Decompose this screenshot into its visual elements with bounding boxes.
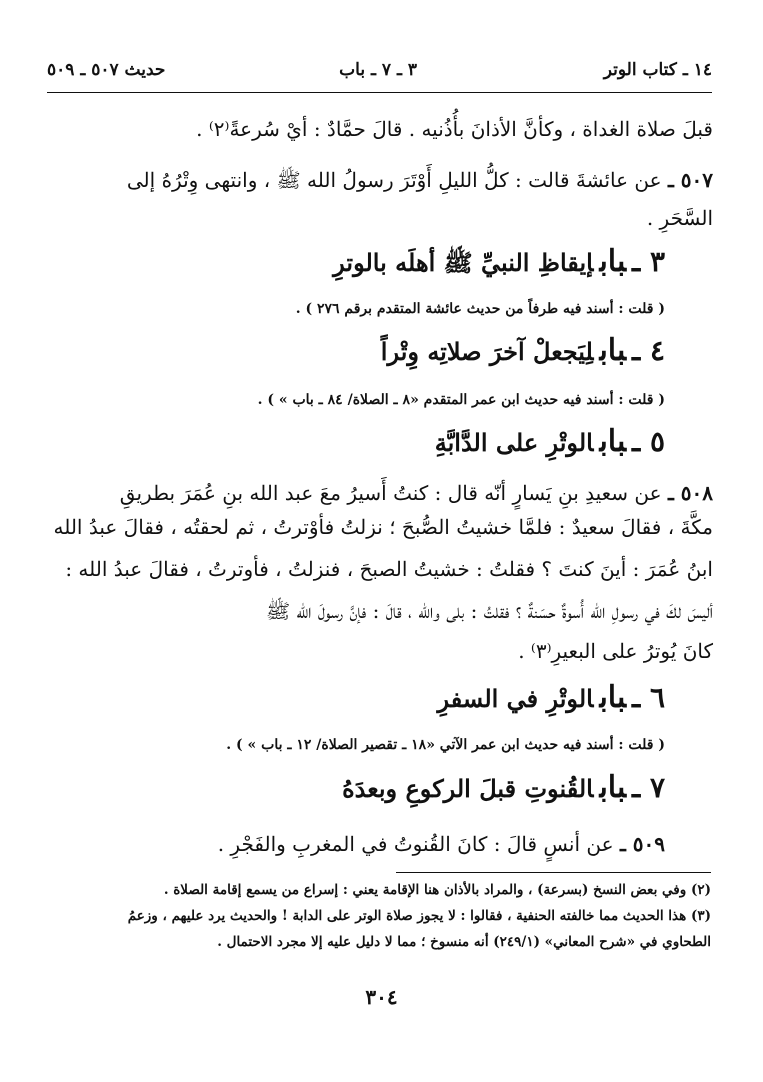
section-range: ٣ ـ ٧ ـ باب (339, 60, 417, 80)
footnote-3-line-1: (٣) هذا الحديث مما خالفته الحنفية ، فقالوا : لا يجوز صلاة الوتر على الدابة ! والحديث يرد عليهم ، وزعمُ (127, 908, 711, 924)
bab-7-heading (342, 770, 665, 805)
bab-7-title: القُنوتِ قبلَ الركوعِ وبعدَهُ (342, 774, 594, 803)
bab-3-word: باب (599, 244, 626, 279)
hadith-507-line-1 (47, 165, 713, 195)
hadith-507-number: ٥٠٧ ـ (667, 168, 713, 192)
hadith-508-number: ٥٠٨ ـ (667, 481, 713, 505)
hadith-509-line (47, 829, 665, 859)
hadith-507-text-a: عن عائشةَ قالت : كلُّ الليلِ أَوْتَرَ رسولُ الله ﷺ ، وانتهى وِتْرُهُ إلى (126, 168, 662, 192)
bab-7-word: باب (599, 770, 626, 805)
hadith-508-line-3: ابنُ عُمَرَ : أينَ كنتَ ؟ فقلتُ : خشيتُ الصبحَ ، فنزلتُ ، فأوترتُ ، فقالَ عبدُ الله : (65, 557, 713, 581)
chapter-title: ١٤ ـ كتاب الوتر (603, 60, 712, 80)
hadith-508-text-a: عن سعيدِ بنِ يَسارٍ أنّه قال : كنتُ أَسيرُ معَ عبد الله بنِ عُمَرَ بطريقِ (119, 481, 662, 505)
hadith-509-text: عن أنسٍ قالَ : كانَ القُنوتُ في المغربِ والفَجْرِ . (217, 832, 614, 856)
bab-6-title: الوتْرِ في السفرِ (437, 684, 594, 713)
continued-text: قبلَ صلاة الغداة ، وكأنَّ الأذانَ بأُذُنيه . قالَ حمَّادٌ : أيْ سُرعةً⁽٢⁾ . (196, 117, 713, 141)
bab-4-note: ( قلت : أسند فيه حديث ابن عمر المتقدم «٨ ـ الصلاة/ ٨٤ ـ باب » ) . (257, 392, 665, 408)
footnote-2: (٢) وفي بعض النسخ (بسرعة) ، والمراد بالأذان هنا الإقامة يعني : إسراع من يسمع إقامة الصلاة . (163, 882, 711, 898)
bab-6-heading (438, 680, 665, 715)
bab-5-word: باب (599, 424, 626, 459)
hadith-range: حديث ٥٠٧ ـ ٥٠٩ (47, 60, 166, 80)
bab-3-heading (333, 244, 665, 283)
bab-6-word: باب (599, 680, 626, 715)
footnote-3-line-2: الطحاوي في «شرح المعاني» (٢٤٩/١) أنه منسوخ ؛ مما لا دليل عليه إلا مجرد الاحتمال . (217, 934, 711, 950)
footnote-rule (396, 872, 711, 873)
hadith-508-line-5: كانَ يُوترُ على البعيرِ⁽٣⁾ . (518, 639, 713, 663)
hadith-508-line-4: أليسَ لكَ في رسولِ الله أُسوةٌ حسَنةٌ ؟ فقلتُ : بلى والله ، قالَ : فإنَّ رسولَ الله ﷺ (266, 599, 713, 623)
bab-5-heading (435, 424, 665, 459)
header-rule (47, 92, 712, 93)
bab-7-number: ٧ ـ (632, 771, 665, 804)
bab-6-note: ( قلت : أسند فيه حديث ابن عمر الآتي «١٨ ـ تقصير الصلاة/ ١٢ ـ باب » ) . (226, 737, 665, 753)
bab-3-number: ٣ ـ (632, 245, 665, 278)
bab-4-heading (381, 333, 665, 368)
bab-5-title: الوتْرِ على الدَّابَّةِ (434, 428, 594, 457)
bab-6-number: ٦ ـ (632, 681, 665, 714)
hadith-508-line-1 (47, 478, 713, 508)
bab-4-number: ٤ ـ (632, 334, 665, 367)
hadith-507-line-2: السَّحَرِ . (646, 206, 713, 230)
bab-3-title: إيقاظِ النبيِّ ﷺ أهلَه بالوترِ (333, 248, 594, 277)
running-header (47, 56, 712, 86)
bab-4-word: باب (599, 333, 626, 368)
hadith-508-line-2: مكَّةَ ، فقالَ سعيدٌ : فلمَّا خشيتُ الصُّبحَ ؛ نزلتُ فأوْترتُ ، ثم لحقتُه ، فقالَ عبدُ الله (53, 515, 713, 539)
page-number: ٣٠٤ (365, 985, 398, 1009)
bab-3-note: ( قلت : أسند فيه طرفاً من حديث عائشة المتقدم برقم ٢٧٦ ) . (295, 301, 665, 317)
bab-4-title: لِيَجعلْ آخرَ صلاتِه وِتْراً (380, 337, 594, 366)
hadith-509-number: ٥٠٩ ـ (619, 832, 665, 856)
bab-5-number: ٥ ـ (632, 425, 665, 458)
